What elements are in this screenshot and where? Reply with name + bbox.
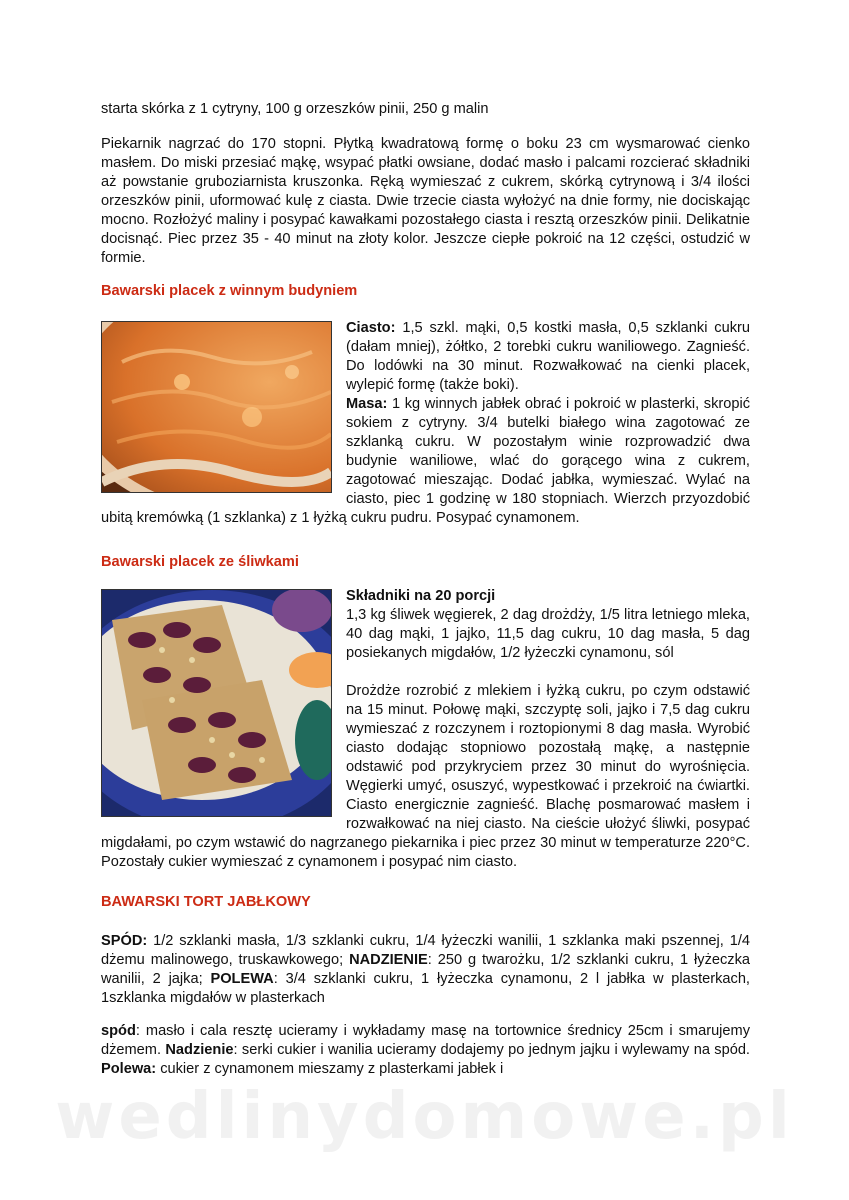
ingredients-heading: Składniki na 20 porcji — [346, 588, 496, 604]
ciasto-label: Ciasto: — [346, 320, 396, 336]
nadzienie-text: : 250 g twarożku, 1/2 szklanki cukru, 1 łyżeczka wanilii, 2 jajka; — [101, 952, 750, 987]
m-spod-label: spód — [101, 1023, 136, 1039]
apple-tart-photo — [101, 321, 332, 493]
recipe3-title: BAWARSKI TORT JABŁKOWY — [101, 894, 311, 910]
intro-line: starta skórka z 1 cytryny, 100 g orzeszków pinii, 250 g malin — [101, 101, 489, 117]
spod-label: SPÓD: — [101, 933, 148, 949]
masa-text: 1 kg winnych jabłek obrać i pokroić w plasterki, skropić sokiem z cytryny. 3/4 butelki białego wina zagotować ze szklanką cukru. W pozostałym winie rozprowadzić dwa budynie waniliowe, wlać do gorącego wina z cukrem, zagotować mieszając. Dodać jabłka, wymieszać. Wylać na ciasto, piec 1 godzinę w 180 stopniach. Wierzch przyozdobić ubitą kremówką (1 szklanka) z 1 łyżką cukru pudru. Posypać cynamonem. — [101, 396, 750, 526]
recipe1-title: Bawarski placek z winnym budyniem — [101, 283, 358, 299]
m-polewa-label: Polewa: — [101, 1061, 157, 1077]
plum-cake-photo — [101, 589, 332, 817]
masa-label: Masa: — [346, 396, 388, 412]
nadzienie-label: NADZIENIE — [349, 952, 428, 968]
polewa-label: POLEWA — [210, 971, 274, 987]
recipe3-ingredients — [101, 932, 750, 1008]
method-text: Drożdże rozrobić z mlekiem i łyżką cukru, po czym odstawić na 15 minut. Połowę mąki, szczyptę soli, jajko i 7,5 dag cukru wymieszać z rozczynem i roztopionymi 8 dag masła. Wyrobić ciasto dodając stopniowo pozostałą mąkę, a następnie odstawić pod przykryciem przez 30 minut do wyrośnięcia. Węgierki umyć, osuszyć, wypestkować i przekroić na ćwiartki. Ciasto energicznie zagnieść. Blachę posmarować masłem i rozwałkować na niej ciasto. Na cieście ułożyć śliwki, posypać migdałami, po czym wstawić do nagrzanego piekarnika i piec przez 30 minut w temperaturze 220°C. Pozostały cukier wymieszać z cynamonem i posypać nim ciasto. — [101, 683, 750, 870]
ciasto-text: 1,5 szkl. mąki, 0,5 kostki masła, 0,5 szklanki cukru (dałam mniej), żółtko, 2 torebki cukru waniliowego. Zagnieść. Do lodówki na 30 minut. Rozwałkować na cienki placek, wylepić formę (także boki). — [346, 320, 750, 393]
ingredients-text: 1,3 kg śliwek węgierek, 2 dag drożdży, 1/5 litra letniego mleka, 40 dag mąki, 1 jajko, 11,5 dag cukru, 10 dag masła, 5 dag posiekanych migdałów, 1/2 łyżeczki cynamonu, sól — [346, 607, 750, 661]
m-nadzienie-text: : serki cukier i wanilia ucieramy dodajemy po jednym jajku i wylewamy na spód. — [233, 1042, 750, 1058]
spod-text: 1/2 szklanki masła, 1/3 szklanki cukru, 1/4 łyżeczki wanilii, 1 szklanka maki pszennej, 1/4 dżemu malinowego, truskawkowego; — [101, 933, 750, 968]
m-nadzienie-label: Nadzienie — [165, 1042, 234, 1058]
intro-paragraph: Piekarnik nagrzać do 170 stopni. Płytką kwadratową formę o boku 23 cm wysmarować cienko masłem. Do miski przesiać mąkę, wsypać płatki owsiane, dodać masło i palcami rozcierać składniki aż powstanie gruboziarnista kruszonka. Ręką wymieszać z cukrem, skórką cytrynową i 3/4 ilości orzeszków pinii, uformować kulę z ciasta. Dwie trzecie ciasta wyłożyć na dnie formy, nie dociskając mocno. Rozłożyć maliny i posypać kawałkami pozostałego ciasta i resztą orzeszków pinii. Delikatnie docisnąć. Piec przez 35 - 40 minut na złoty kolor. Jeszcze ciepłe pokroić na 12 części, ostudzić w formie. — [101, 136, 750, 266]
m-spod-text: : masło i cala resztę ucieramy i wykładamy masę na tortownice średnicy 25cm i smarujemy dżemem. — [101, 1023, 750, 1058]
watermark: wedlinydomowe.pl — [55, 1080, 794, 1154]
m-polewa-text: cukier z cynamonem mieszamy z plasterkami jabłek i — [156, 1061, 504, 1077]
recipe2-title: Bawarski placek ze śliwkami — [101, 554, 299, 570]
recipe3-method — [101, 1022, 750, 1079]
recipe2-body — [101, 587, 750, 872]
polewa-text: : 3/4 szklanki cukru, 1 łyżeczka cynamonu, 2 l jabłka w plasterkach, 1szklanka migdałów w plasterkach — [101, 971, 750, 1006]
recipe1-body — [101, 319, 750, 528]
